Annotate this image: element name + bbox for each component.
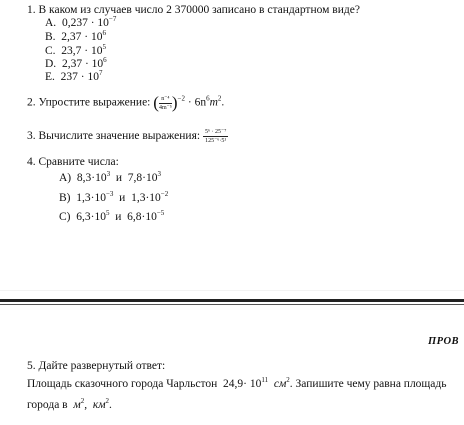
q1-option-c: C. $23,7 \cdot 10^5$ xyxy=(45,43,107,57)
q4-row-b: B) $1,3\cdot 10^{-3}$ и $1,3\cdot 10^{-2}$ xyxy=(59,190,169,204)
question-3 xyxy=(27,129,228,144)
q4-row-c: C) $6,3\cdot 10^5$ и $6,8\cdot 10^{-5}$ xyxy=(59,209,165,223)
q1-option-a: A. $0,237 \cdot 10^{-7}$ xyxy=(45,15,117,29)
question-2: 2. Упростите выражение: ( $\frac{\text{n⁻⁴}}{\text{4m⁻⁵}}$ )$^{-2} \cdot 6n^6m^2$. xyxy=(27,93,225,112)
question-4-text: 4. Сравните числа: xyxy=(27,156,119,168)
page-divider-thick xyxy=(0,299,464,302)
q1-option-e: E. $237 \cdot 10^7$ xyxy=(45,69,103,83)
question-5-line2: города в $м^2$, $км^2$. xyxy=(27,397,112,411)
q4-row-a: A) $8,3\cdot 10^3$ и $7,8\cdot 10^3$ xyxy=(59,170,161,184)
question-2-text: 2. Упростите выражение: xyxy=(27,96,151,109)
q2-fraction: $\frac{\text{n⁻⁴}}{\text{4m⁻⁵}}$ xyxy=(158,95,172,111)
question-3-text: 3. Вычислите значение выражения: xyxy=(27,130,201,143)
q1-option-d: D. $2,37 \cdot 10^6$ xyxy=(45,56,107,70)
q3-fraction: $\frac{\text{5⁶ · 25⁻⁷}}{\text{125⁻⁶·5¹}}$ xyxy=(204,129,227,144)
page-divider-thin xyxy=(0,304,464,305)
q1-option-b: B. $2,37 \cdot 10^6$ xyxy=(45,29,107,43)
header-right-cut: ПРОВ xyxy=(428,336,460,347)
question-1-text: 1. В каком из случаев число 2 370000 записано в стандартном виде? xyxy=(27,4,360,16)
faint-line xyxy=(0,290,464,291)
question-5-title: 5. Дайте развернутый ответ: xyxy=(27,360,166,372)
question-5-line1: Площадь сказочного города Чарльстон $24,9\cdot 10^{11}$ $см^2$. Запишите чему равна площадь xyxy=(27,376,447,390)
